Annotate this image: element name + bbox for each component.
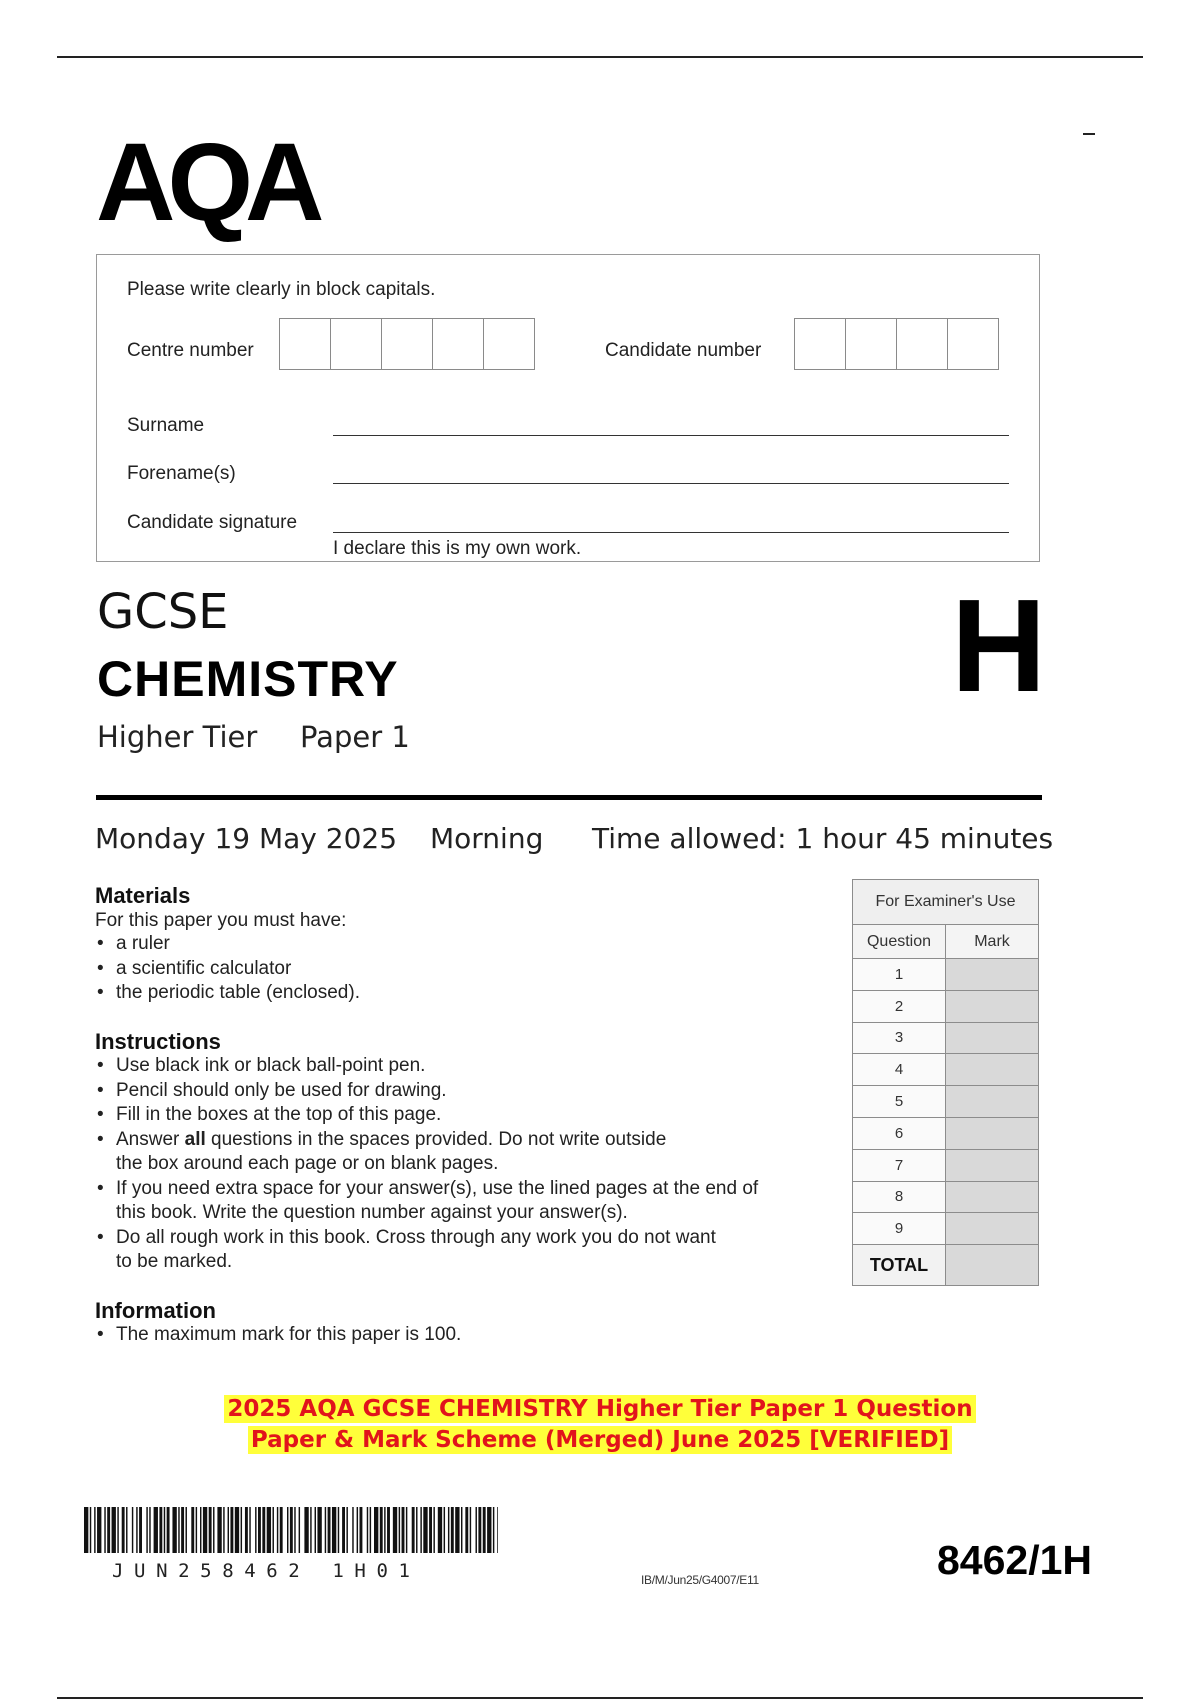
barcode-bar	[139, 1507, 142, 1553]
list-item	[95, 1128, 758, 1177]
barcode-bar	[230, 1507, 233, 1553]
barcode-bar	[107, 1507, 110, 1553]
barcode-bar	[304, 1507, 308, 1553]
forenames-field[interactable]	[333, 483, 1009, 484]
table-row	[853, 1054, 1039, 1086]
total-row	[853, 1245, 1039, 1286]
barcode-bar	[262, 1507, 265, 1553]
instruction-emphasis: all	[184, 1128, 206, 1150]
barcode-bar	[203, 1507, 207, 1553]
examiners-use-title: For Examiner's Use	[853, 880, 1039, 925]
barcode-bar	[448, 1507, 449, 1553]
barcode-bar	[493, 1507, 494, 1553]
barcode-bar	[352, 1507, 353, 1553]
centre-number-digit[interactable]	[483, 318, 535, 370]
barcode-bar	[367, 1507, 368, 1553]
barcode-bar	[126, 1507, 127, 1553]
tier-label: Higher Tier	[97, 720, 258, 754]
barcode-bar	[94, 1507, 95, 1553]
information-list	[95, 1323, 461, 1348]
barcode-bar	[196, 1507, 197, 1553]
list-item: • Pencil should only be used for drawing.	[95, 1079, 758, 1104]
barcode-bar	[273, 1507, 274, 1553]
barcode-bar	[228, 1507, 229, 1553]
barcode-bar	[159, 1507, 162, 1553]
surname-field[interactable]	[333, 435, 1009, 436]
centre-number-label: Centre number	[127, 340, 254, 361]
barcode-bar	[470, 1507, 471, 1553]
barcode-bar	[317, 1507, 321, 1553]
promo-banner-text: Paper & Mark Scheme (Merged) June 2025 [VERIFIED]	[248, 1426, 952, 1454]
promo-banner-line-1	[0, 1396, 1200, 1422]
barcode-bar	[255, 1507, 256, 1553]
barcode-bar	[97, 1507, 101, 1553]
table-row	[853, 1117, 1039, 1149]
barcode-bar	[346, 1507, 347, 1553]
barcode-bar	[294, 1507, 295, 1553]
barcode-bar	[360, 1507, 363, 1553]
barcode-bar	[258, 1507, 261, 1553]
table-row	[853, 1213, 1039, 1245]
examiners-use-table	[852, 879, 1039, 1286]
question-column-header: Question	[853, 925, 946, 959]
instruction-continuation: to be marked.	[116, 1251, 233, 1272]
barcode-bar	[476, 1507, 477, 1553]
tier-letter: H	[951, 572, 1047, 719]
barcode-bar	[370, 1507, 371, 1553]
barcode-bar	[315, 1507, 316, 1553]
barcode-bar	[84, 1507, 88, 1553]
barcode-bar	[249, 1507, 250, 1553]
barcode-bar	[245, 1507, 248, 1553]
candidate-details-box	[96, 254, 1040, 562]
forenames-label: Forename(s)	[127, 463, 236, 484]
barcode-bar	[200, 1507, 201, 1553]
materials-intro: For this paper you must have:	[95, 910, 347, 931]
barcode-bar	[423, 1507, 427, 1553]
list-item: • The maximum mark for this paper is 100.	[95, 1323, 461, 1348]
table-row	[853, 1022, 1039, 1054]
instruction-continuation: the box around each page or on blank pages.	[116, 1153, 499, 1174]
corner-mark	[1083, 133, 1095, 135]
question-number: 8	[853, 1181, 946, 1213]
question-number: 7	[853, 1149, 946, 1181]
barcode-bar	[90, 1507, 91, 1553]
centre-number-digit[interactable]	[432, 318, 484, 370]
table-row	[853, 990, 1039, 1022]
barcode-bar	[122, 1507, 125, 1553]
barcode-bar	[451, 1507, 454, 1553]
barcode-bar	[235, 1507, 239, 1553]
barcode-bar	[186, 1507, 187, 1553]
candidate-number-digit[interactable]	[794, 318, 846, 370]
barcode-bar	[213, 1507, 214, 1553]
barcode-bar	[217, 1507, 221, 1553]
barcode-bar	[393, 1507, 397, 1553]
instruction-text: Answer	[116, 1128, 185, 1150]
promo-banner-line-2	[0, 1427, 1200, 1453]
total-label: TOTAL	[853, 1245, 946, 1286]
document-reference: IB/M/Jun25/G4007/E11	[641, 1573, 759, 1587]
question-number: 4	[853, 1054, 946, 1086]
signature-label: Candidate signature	[127, 512, 298, 533]
barcode-bar	[384, 1507, 385, 1553]
barcode-bar	[420, 1507, 421, 1553]
centre-number-boxes	[279, 318, 534, 370]
barcode-bar	[280, 1507, 283, 1553]
bottom-rule	[57, 1697, 1143, 1699]
candidate-number-boxes	[794, 318, 998, 370]
mark-cell[interactable]	[946, 1086, 1039, 1118]
barcode-bar	[487, 1507, 491, 1553]
paper-code: 8462/1H	[937, 1537, 1093, 1583]
table-row	[853, 1181, 1039, 1213]
barcode-bar	[374, 1507, 378, 1553]
materials-list	[95, 932, 360, 1006]
candidate-number-label: Candidate number	[605, 340, 762, 361]
barcode-bar	[164, 1507, 165, 1553]
barcode-bar	[112, 1507, 116, 1553]
question-number: 5	[853, 1086, 946, 1118]
barcode-bar	[357, 1507, 358, 1553]
subject-title: CHEMISTRY	[97, 651, 399, 707]
question-number: 2	[853, 990, 946, 1022]
barcode-bar	[209, 1507, 212, 1553]
barcode-bar	[191, 1507, 194, 1553]
list-item: • Use black ink or black ball-point pen.	[95, 1054, 758, 1079]
centre-number-digit[interactable]	[279, 318, 331, 370]
instruction-text: Do all rough work in this book. Cross through any work you do not want	[116, 1226, 716, 1248]
total-mark-cell[interactable]	[946, 1245, 1039, 1286]
information-heading: Information	[95, 1298, 216, 1323]
barcode-bar	[136, 1507, 137, 1553]
list-item: • the periodic table (enclosed).	[95, 981, 360, 1006]
instructions-list	[95, 1054, 758, 1275]
instruction-text: questions in the spaces provided. Do not write outside	[205, 1128, 667, 1150]
mark-cell[interactable]	[946, 1054, 1039, 1086]
top-rule	[57, 56, 1143, 58]
barcode-bar	[104, 1507, 105, 1553]
table-row	[853, 1086, 1039, 1118]
barcode-bar	[167, 1507, 170, 1553]
barcode-bar	[342, 1507, 345, 1553]
instruction-continuation: this book. Write the question number against your answer(s).	[116, 1202, 628, 1223]
barcode-bar	[223, 1507, 224, 1553]
block-capitals-instruction: Please write clearly in block capitals.	[127, 279, 436, 300]
qualification: GCSE	[97, 584, 229, 640]
declaration-text: I declare this is my own work.	[333, 538, 582, 559]
centre-number-digit[interactable]	[381, 318, 433, 370]
list-item: • a scientific calculator	[95, 957, 360, 982]
barcode-bar	[241, 1507, 242, 1553]
barcode-bar	[287, 1507, 288, 1553]
question-number: 6	[853, 1117, 946, 1149]
barcode-bar	[310, 1507, 311, 1553]
materials-heading: Materials	[95, 883, 191, 908]
barcode-bar	[399, 1507, 400, 1553]
barcode-bar	[455, 1507, 459, 1553]
mark-cell[interactable]	[946, 1181, 1039, 1213]
barcode-bar	[117, 1507, 118, 1553]
barcode-bar	[380, 1507, 383, 1553]
instruction-text: If you need extra space for your answer(s), use the lined pages at the end of	[116, 1177, 759, 1199]
barcode-bar	[444, 1507, 445, 1553]
barcode-bar	[290, 1507, 293, 1553]
list-item: • Fill in the boxes at the top of this page.	[95, 1103, 758, 1128]
barcode-bar	[332, 1507, 336, 1553]
table-row	[853, 1149, 1039, 1181]
candidate-number-digit[interactable]	[896, 318, 948, 370]
barcode-bar	[438, 1507, 442, 1553]
instructions-heading: Instructions	[95, 1029, 221, 1054]
time-allowed: Time allowed: 1 hour 45 minutes	[592, 822, 1054, 855]
barcode-bar	[277, 1507, 278, 1553]
exam-date: Monday 19 May 2025	[95, 822, 398, 855]
barcode-bar	[172, 1507, 176, 1553]
centre-number-digit[interactable]	[330, 318, 382, 370]
heavy-divider	[96, 795, 1042, 800]
barcode-bar	[429, 1507, 432, 1553]
barcode-bar	[406, 1507, 407, 1553]
barcode-bar	[325, 1507, 326, 1553]
barcode-bar	[461, 1507, 462, 1553]
barcode-text: JUN258462 1H01	[112, 1560, 421, 1582]
mark-cell[interactable]	[946, 1149, 1039, 1181]
mark-cell[interactable]	[946, 1213, 1039, 1245]
barcode-bar	[497, 1507, 498, 1553]
aqa-logo: AQA	[96, 121, 317, 244]
paper-label: Paper 1	[300, 720, 410, 754]
candidate-number-digit[interactable]	[845, 318, 897, 370]
barcode-bar	[338, 1507, 339, 1553]
barcode-bar	[178, 1507, 179, 1553]
mark-cell[interactable]	[946, 959, 1039, 991]
barcode-bar	[149, 1507, 150, 1553]
signature-field[interactable]	[333, 532, 1009, 533]
barcode-bar	[267, 1507, 271, 1553]
barcode-bar	[416, 1507, 417, 1553]
question-number: 9	[853, 1213, 946, 1245]
barcode-bar	[478, 1507, 481, 1553]
barcode-bar	[465, 1507, 468, 1553]
mark-column-header: Mark	[946, 925, 1039, 959]
barcode-bar	[299, 1507, 300, 1553]
surname-label: Surname	[127, 415, 205, 436]
barcode-bar	[402, 1507, 405, 1553]
question-number: 1	[853, 959, 946, 991]
candidate-number-digit[interactable]	[947, 318, 999, 370]
list-item	[95, 1177, 758, 1226]
promo-banner-text: 2025 AQA GCSE CHEMISTRY Higher Tier Paper 1 Question	[224, 1395, 975, 1423]
barcode-bar	[433, 1507, 434, 1553]
barcode-bar	[146, 1507, 147, 1553]
barcode-bar	[328, 1507, 331, 1553]
question-number: 3	[853, 1022, 946, 1054]
barcode-bar	[181, 1507, 184, 1553]
barcode-bar	[387, 1507, 390, 1553]
mark-cell[interactable]	[946, 1022, 1039, 1054]
barcode	[84, 1507, 498, 1553]
barcode-bar	[132, 1507, 133, 1553]
mark-cell[interactable]	[946, 990, 1039, 1022]
list-item: • a ruler	[95, 932, 360, 957]
exam-session: Morning	[430, 822, 544, 855]
table-row	[853, 959, 1039, 991]
list-item	[95, 1226, 758, 1275]
barcode-bar	[412, 1507, 415, 1553]
barcode-bar	[154, 1507, 158, 1553]
mark-cell[interactable]	[946, 1117, 1039, 1149]
barcode-bar	[483, 1507, 486, 1553]
